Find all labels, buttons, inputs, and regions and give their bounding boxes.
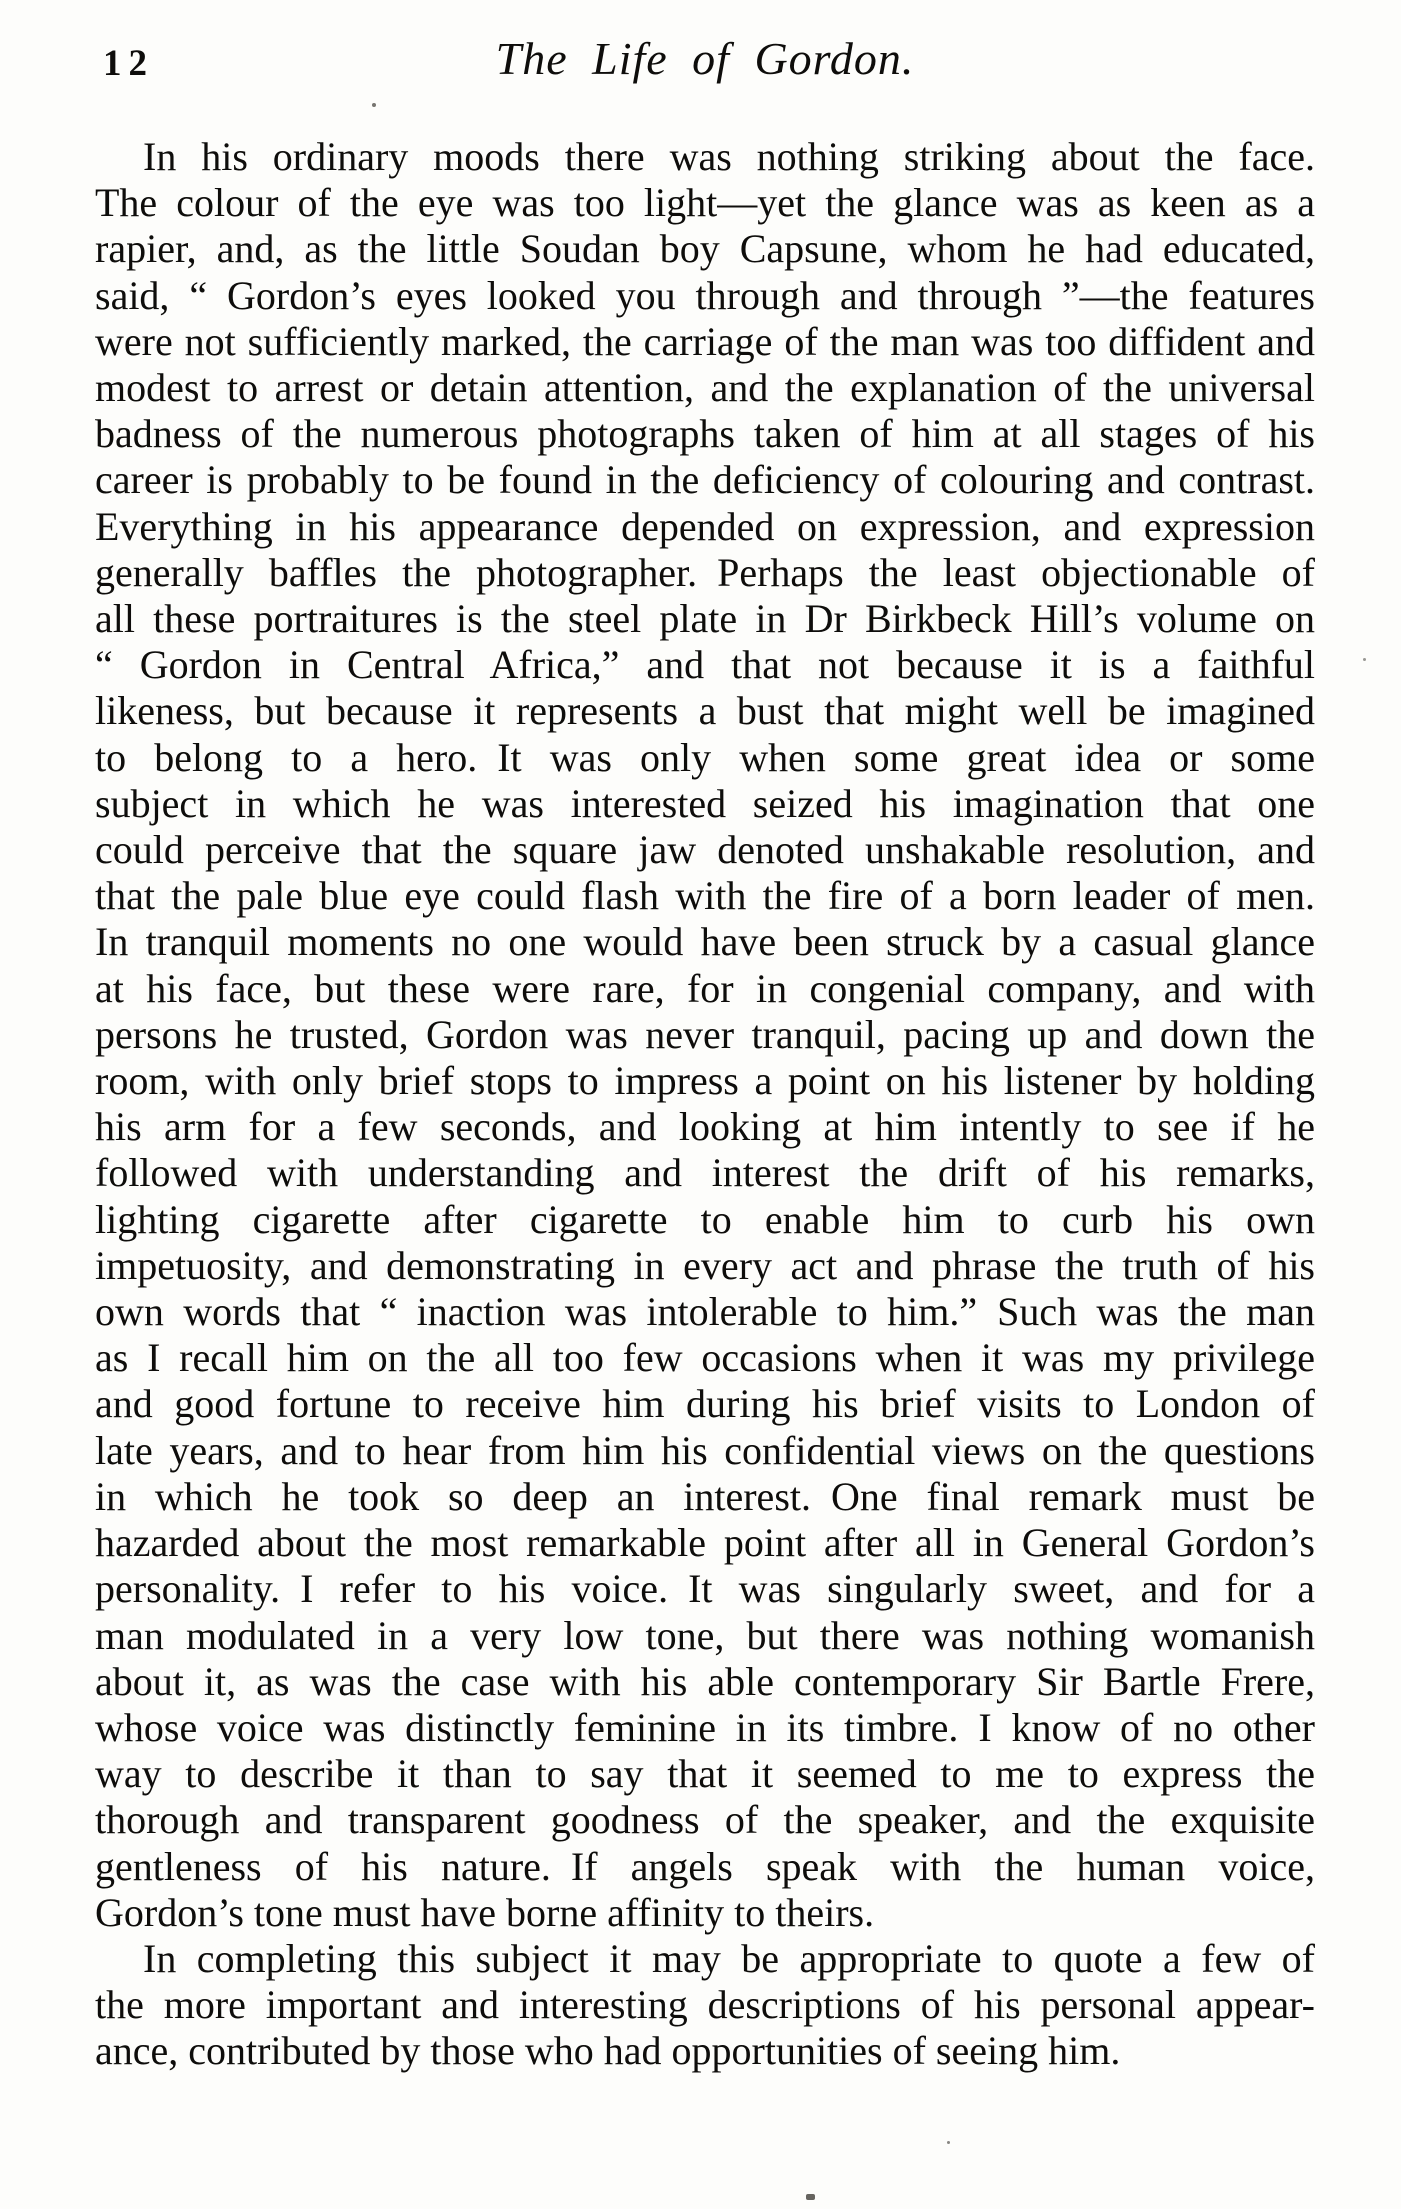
text-line: were not sufficiently marked, the carriage of the man was too diffident and: [95, 318, 1315, 364]
text-line: man modulated in a very low tone, but there was nothing womanish: [95, 1612, 1315, 1658]
text-line: gentleness of his nature. If angels speak with the human voice,: [95, 1843, 1315, 1889]
text-line: in which he took so deep an interest. One final remark must be: [95, 1473, 1315, 1519]
text-line: way to describe it than to say that it seemed to me to express the: [95, 1751, 1315, 1797]
text-line: at his face, but these were rare, for in congenial company, and with: [95, 965, 1315, 1011]
text-line: impetuosity, and demonstrating in every act and phrase the truth of his: [95, 1242, 1315, 1288]
text-line: In tranquil moments no one would have been struck by a casual glance: [95, 919, 1315, 965]
text-line: The colour of the eye was too light—yet the glance was as keen as a: [95, 180, 1315, 226]
text-line: ance, contributed by those who had opportunities of seeing him.: [95, 2028, 1121, 2074]
scan-speckle: [806, 2194, 815, 2200]
text-line: thorough and transparent goodness of the speaker, and the exquisite: [95, 1797, 1315, 1843]
text-line: rapier, and, as the little Soudan boy Capsune, whom he had educated,: [95, 226, 1315, 272]
text-line: said, “ Gordon’s eyes looked you through and through ”—the features: [95, 272, 1315, 318]
page-number: 12: [103, 43, 154, 84]
text-line: likeness, but because it represents a bust that might well be imagined: [95, 688, 1315, 734]
text-line: In completing this subject it may be appropriate to quote a few of: [143, 1935, 1315, 1981]
text-line: followed with understanding and interest the drift of his remarks,: [95, 1150, 1315, 1196]
running-title: The Life of Gordon.: [495, 33, 915, 84]
page-content: [95, 0, 1315, 2075]
text-line: room, with only brief stops to impress a point on his listener by holding: [95, 1058, 1315, 1104]
text-line: personality. I refer to his voice. It was singularly sweet, and for a: [95, 1566, 1315, 1612]
text-line: that the pale blue eye could flash with the fire of a born leader of men.: [95, 873, 1315, 919]
text-line: lighting cigarette after cigarette to enable him to curb his own: [95, 1196, 1315, 1242]
text-line: could perceive that the square jaw denoted unshakable resolution, and: [95, 827, 1315, 873]
text-line: late years, and to hear from him his confidential views on the questions: [95, 1427, 1315, 1473]
text-line: his arm for a few seconds, and looking at him intently to see if he: [95, 1104, 1315, 1150]
text-line: own words that “ inaction was intolerable to him.” Such was the man: [95, 1289, 1315, 1335]
scan-speckle: [1363, 658, 1366, 661]
text-line: generally baffles the photographer. Perhaps the least objectionable of: [95, 549, 1315, 595]
text-line: about it, as was the case with his able contemporary Sir Bartle Frere,: [95, 1658, 1315, 1704]
text-line: hazarded about the most remarkable point after all in General Gordon’s: [95, 1520, 1315, 1566]
text-line: the more important and interesting descriptions of his personal appear-: [95, 1982, 1315, 2028]
text-line: In his ordinary moods there was nothing striking about the face.: [143, 134, 1315, 179]
text-line: and good fortune to receive him during his brief visits to London of: [95, 1381, 1315, 1427]
text-line: all these portraitures is the steel plate in Dr Birkbeck Hill’s volume on: [95, 596, 1315, 642]
scan-speckle: [947, 2141, 950, 2144]
text-line: as I recall him on the all too few occasions when it was my privilege: [95, 1335, 1315, 1381]
text-line: modest to arrest or detain attention, and the explanation of the universal: [95, 365, 1315, 411]
scan-speckle: [372, 103, 376, 107]
text-line: Gordon’s tone must have borne affinity to theirs.: [95, 1889, 875, 1935]
text-line: whose voice was distinctly feminine in its timbre. I know of no other: [95, 1704, 1315, 1750]
text-line: Everything in his appearance depended on expression, and expression: [95, 503, 1315, 549]
text-line: “ Gordon in Central Africa,” and that not because it is a faithful: [95, 642, 1315, 688]
text-line: subject in which he was interested seized his imagination that one: [95, 780, 1315, 826]
text-line: badness of the numerous photographs taken of him at all stages of his: [95, 411, 1315, 457]
page-body: [95, 134, 1315, 2075]
running-head: [95, 0, 1315, 134]
text-line: to belong to a hero. It was only when some great idea or some: [95, 734, 1315, 780]
text-line: persons he trusted, Gordon was never tranquil, pacing up and down the: [95, 1011, 1315, 1057]
text-line: career is probably to be found in the deficiency of colouring and contrast.: [95, 457, 1315, 503]
